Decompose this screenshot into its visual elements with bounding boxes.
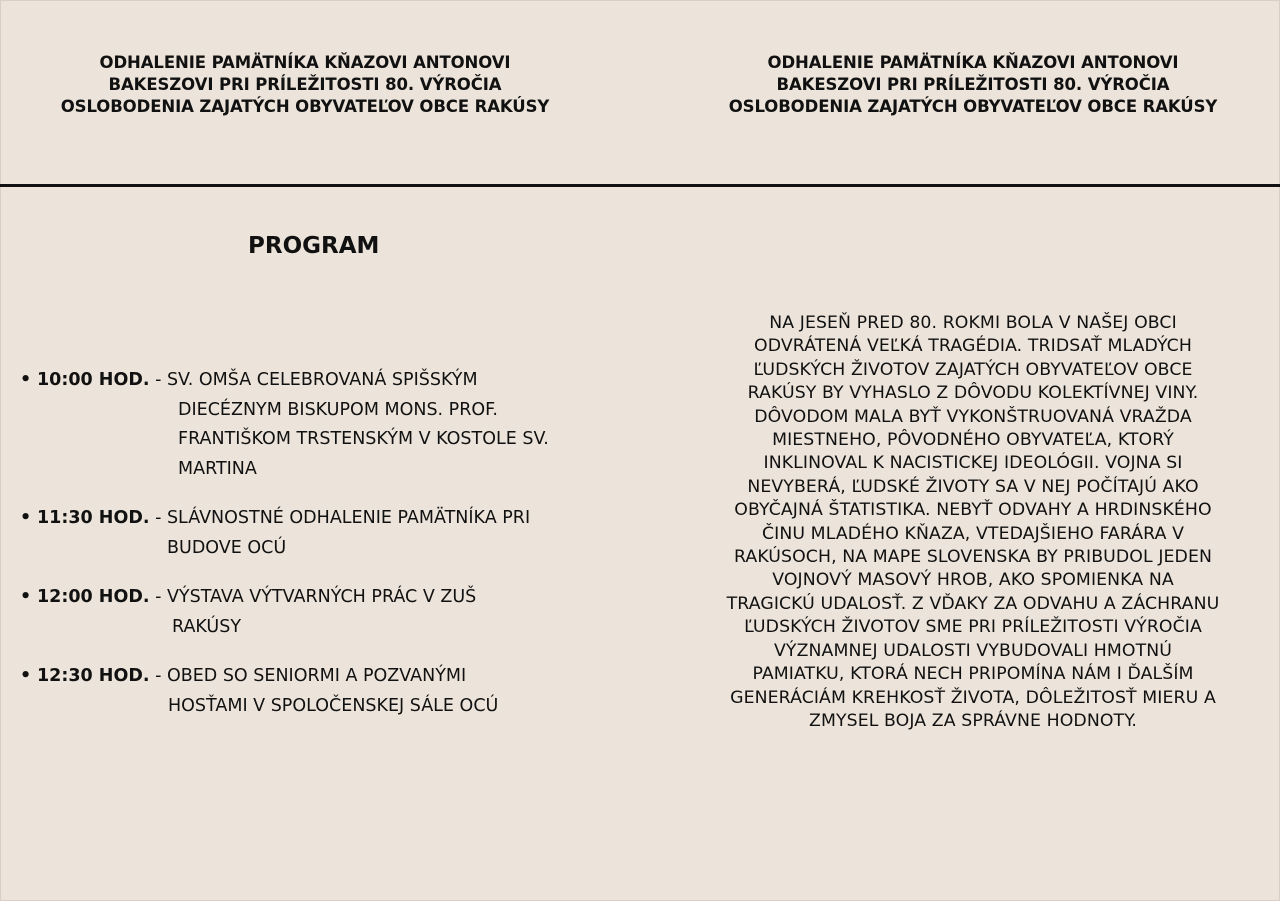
program-item-text: OBED SO SENIORMI A POZVANÝMI: [166, 666, 467, 686]
program-item-text: VÝSTAVA VÝTVARNÝCH PRÁC V ZUŠ: [166, 587, 477, 607]
program-item-time: 10:00 HOD.: [37, 370, 150, 390]
bullet-icon: •: [20, 370, 32, 390]
bullet-icon: •: [20, 587, 32, 607]
program-item-text-continued: HOSŤAMI V SPOLOČENSKEJ SÁLE OCÚ: [168, 695, 499, 716]
program-item-separator: -: [149, 587, 167, 607]
program-list: [20, 366, 660, 741]
bullet-icon: •: [20, 508, 32, 528]
program-item: [20, 662, 660, 721]
program-item-text-continued: DIECÉZNYM BISKUPOM MONS. PROF. FRANTIŠKOM TRSTENSKÝM V KOSTOLE SV. MARTINA: [178, 399, 549, 479]
program-item-separator: -: [149, 508, 167, 528]
program-item-time: 12:30 HOD.: [37, 666, 150, 686]
program-item-separator: -: [149, 370, 167, 390]
program-item-time: 11:30 HOD.: [37, 508, 150, 528]
program-item-text: SV. OMŠA CELEBROVANÁ SPIŠSKÝM: [166, 370, 478, 390]
program-item: [20, 583, 660, 642]
program-item-text-continued: BUDOVE OCÚ: [167, 537, 287, 558]
program-heading: PROGRAM: [248, 233, 380, 259]
story-text: NA JESEŇ PRED 80. ROKMI BOLA V NAŠEJ OBCI ODVRÁTENÁ VEĽKÁ TRAGÉDIA. TRIDSAŤ MLADÝCH ĽUDSKÝCH ŽIVOTOV ZAJATÝCH OBYVATEĽOV OBCE RAKÚSY BY VYHASLO Z DÔVODU KOLEKTÍVNEJ VINY. DÔVODOM MALA BYŤ VYKONŠTRUOVANÁ VRAŽDA MIESTNEHO, PÔVODNÉHO OBYVATEĽA, KTORÝ INKLINOVAL K NACISTICKEJ IDEOLÓGII. VOJNA SI NEVYBERÁ, ĽUDSKÉ ŽIVOTY SA V NEJ POČÍTAJÚ AKO OBYČAJNÁ ŠTATISTIKA. NEBYŤ ODVAHY A HRDINSKÉHO ČINU MLADÉHO KŇAZA, VTEDAJŠIEHO FARÁRA V RAKÚSOCH, NA MAPE SLOVENSKA BY PRIBUDOL JEDEN VOJNOVÝ MASOVÝ HROB, AKO SPOMIENKA NA TRAGICKÚ UDALOSŤ. Z VĎAKY ZA ODVAHU A ZÁCHRANU ĽUDSKÝCH ŽIVOTOV SME PRI PRÍLEŽITOSTI VÝROČIA VÝZNAMNEJ UDALOSTI VYBUDOVALI HMOTNÚ PAMIATKU, KTORÁ NECH PRIPOMÍNA NÁM I ĎALŠÍM GENERÁCIÁM KREHKOSŤ ŽIVOTA, DÔLEŽITOSŤ MIERU A ZMYSEL BOJA ZA SPRÁVNE HODNOTY.: [726, 313, 1220, 731]
program-item-text-continued: RAKÚSY: [172, 616, 242, 637]
header-title-left: ODHALENIE PAMÄTNÍKA KŇAZOVI ANTONOVI BAKESZOVI PRI PRÍLEŽITOSTI 80. VÝROČIA OSLOBODENIA ZAJATÝCH OBYVATEĽOV OBCE RAKÚSY: [60, 53, 550, 116]
program-item: [20, 504, 660, 563]
program-item-time: 12:00 HOD.: [37, 587, 150, 607]
program-item: [20, 366, 660, 484]
header-title-right: ODHALENIE PAMÄTNÍKA KŇAZOVI ANTONOVI BAKESZOVI PRI PRÍLEŽITOSTI 80. VÝROČIA OSLOBODENIA ZAJATÝCH OBYVATEĽOV OBCE RAKÚSY: [728, 53, 1218, 116]
program-item-separator: -: [149, 666, 167, 686]
header-divider: [0, 184, 1280, 187]
bullet-icon: •: [20, 666, 32, 686]
program-item-text: SLÁVNOSTNÉ ODHALENIE PAMÄTNÍKA PRI: [166, 508, 531, 528]
